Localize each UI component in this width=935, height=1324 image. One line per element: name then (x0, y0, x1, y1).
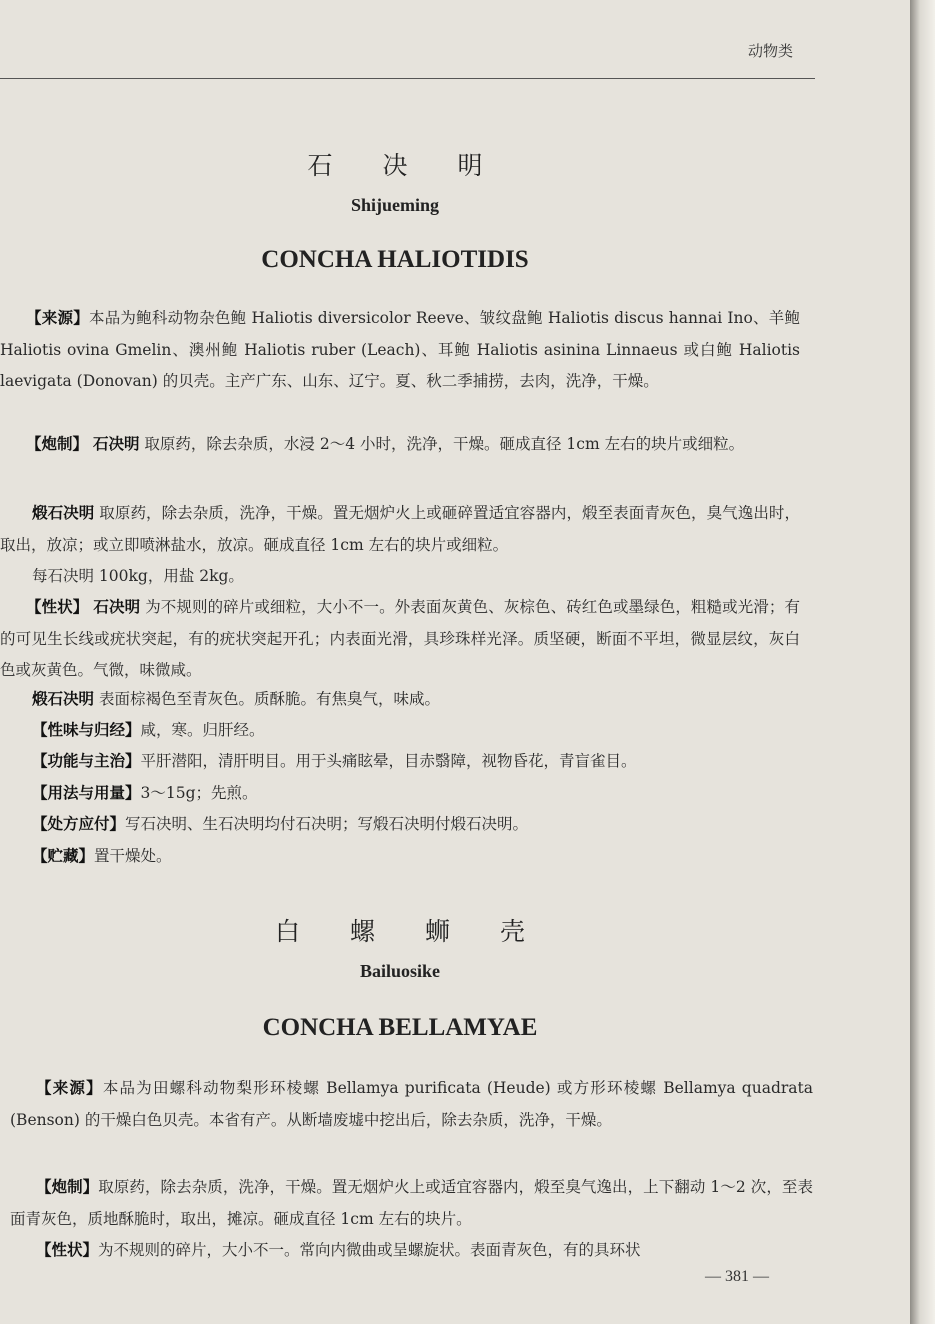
usage-text: 3～15g；先煎。 (140, 784, 258, 802)
usage-label: 【用法与用量】 (32, 784, 141, 802)
process-text-1: 取原药，除去杂质，水浸 2～4 小时，洗净，干燥。砸成直径 1cm 左右的块片或细粒。 (144, 435, 745, 453)
property-sub-calcined: 煅石决明 (32, 690, 95, 708)
entry2-source (10, 1073, 813, 1136)
entry1-title-cn: 石决明 (307, 151, 533, 180)
entry1-process-note: 每石决明 100kg，用盐 2kg。 (32, 567, 244, 585)
process-label: 【炮制】 (26, 435, 89, 453)
function-text: 平肝潜阳，清肝明目。用于头痛眩晕，目赤翳障，视物昏花，青盲雀目。 (140, 752, 637, 770)
entry1-function (32, 746, 800, 778)
entry2-property (10, 1235, 813, 1267)
property-text-1: 为不规则的碎片或细粒，大小不一。外表面灰黄色、灰棕色、砖红色或墨绿色，粗糙或光滑；有的可见生长线或疣状突起，有的疣状突起开孔；内表面光滑，具珍珠样光泽。质坚硬，断面不平坦，微显层纹，灰白色或灰黄色。气微，味微咸。 (0, 598, 800, 679)
property-label: 【性状】 (26, 598, 89, 616)
process-label: 【炮制】 (36, 1178, 99, 1196)
entry1-process-2 (0, 498, 800, 561)
entry1-property-2 (32, 684, 800, 716)
process-text-2: 取原药，除去杂质，洗净，干燥。置无烟炉火上或砸碎置适宜容器内，煅至表面青灰色，臭气逸出时，取出，放凉；或立即喷淋盐水，放凉。砸成直径 1cm 左右的块片或细粒。 (0, 504, 800, 554)
entry1-source (0, 303, 800, 398)
source-text: 本品为田螺科动物梨形环棱螺 Bellamya purificata (Heude) 或方形环棱螺 Bellamya quadrata (Benson) 的干燥白色贝壳。本省有产。从断墙废墟中挖出后，除去杂质，洗净，干燥。 (10, 1079, 813, 1129)
storage-label: 【贮藏】 (32, 847, 95, 865)
nature-text: 咸，寒。归肝经。 (140, 721, 265, 739)
rx-text: 写石决明、生石决明均付石决明；写煅石决明付煅石决明。 (125, 815, 529, 833)
entry2-title-latin: CONCHA BELLAMYAE (262, 1014, 538, 1041)
source-label: 【来源】 (26, 309, 89, 327)
property-text-2: 表面棕褐色至青灰色。质酥脆。有焦臭气，味咸。 (98, 690, 440, 708)
process-text: 取原药，除去杂质，洗净，干燥。置无烟炉火上或适宜容器内，煅至臭气逸出，上下翻动 1～2 次，至表面青灰色，质地酥脆时，取出，摊凉。砸成直径 1cm 左右的块片。 (10, 1178, 813, 1228)
source-text: 本品为鲍科动物杂色鲍 Haliotis diversicolor Reeve、皱纹盘鲍 Haliotis discus hannai Ino、羊鲍 Haliotis ovina Gmelin、澳州鲍 Haliotis ruber (Leach)、耳鲍 Haliotis asinina Linnaeus 或白鲍 Haliotis laevigata (Donovan) 的贝壳。主产广东、山东、辽宁。夏、秋二季捕捞，去肉，洗净，干燥。 (0, 309, 800, 390)
book-spine-shadow (910, 0, 935, 1324)
header-rule (0, 78, 815, 79)
entry1-prescription (32, 809, 800, 841)
process-sub-shijueming: 石决明 (92, 435, 140, 453)
entry1-nature (32, 715, 800, 747)
running-head: 动物类 (748, 42, 794, 60)
entry1-property-1 (0, 592, 800, 687)
process-sub-calcined: 煅石决明 (32, 504, 95, 522)
entry2-title-pinyin: Bailuosike (359, 961, 441, 981)
nature-label: 【性味与归经】 (32, 721, 141, 739)
entry2-process (10, 1172, 813, 1235)
function-label: 【功能与主治】 (32, 752, 141, 770)
property-text: 为不规则的碎片，大小不一。常向内微曲或呈螺旋状。表面青灰色，有的具环状 (98, 1241, 641, 1259)
entry1-title-latin: CONCHA HALIOTIDIS (261, 246, 529, 273)
page-number: — 381 — (705, 1268, 769, 1285)
source-label: 【来源】 (36, 1079, 103, 1097)
property-sub-shijueming: 石决明 (93, 598, 141, 616)
entry1-usage (32, 778, 800, 810)
entry2-title-cn: 白螺蛳壳 (274, 917, 575, 946)
entry1-title-pinyin: Shijueming (350, 195, 440, 215)
property-label: 【性状】 (36, 1241, 99, 1259)
storage-text: 置干燥处。 (94, 847, 172, 865)
entry1-process-1 (0, 429, 800, 461)
entry1-storage (32, 841, 800, 873)
rx-label: 【处方应付】 (32, 815, 126, 833)
